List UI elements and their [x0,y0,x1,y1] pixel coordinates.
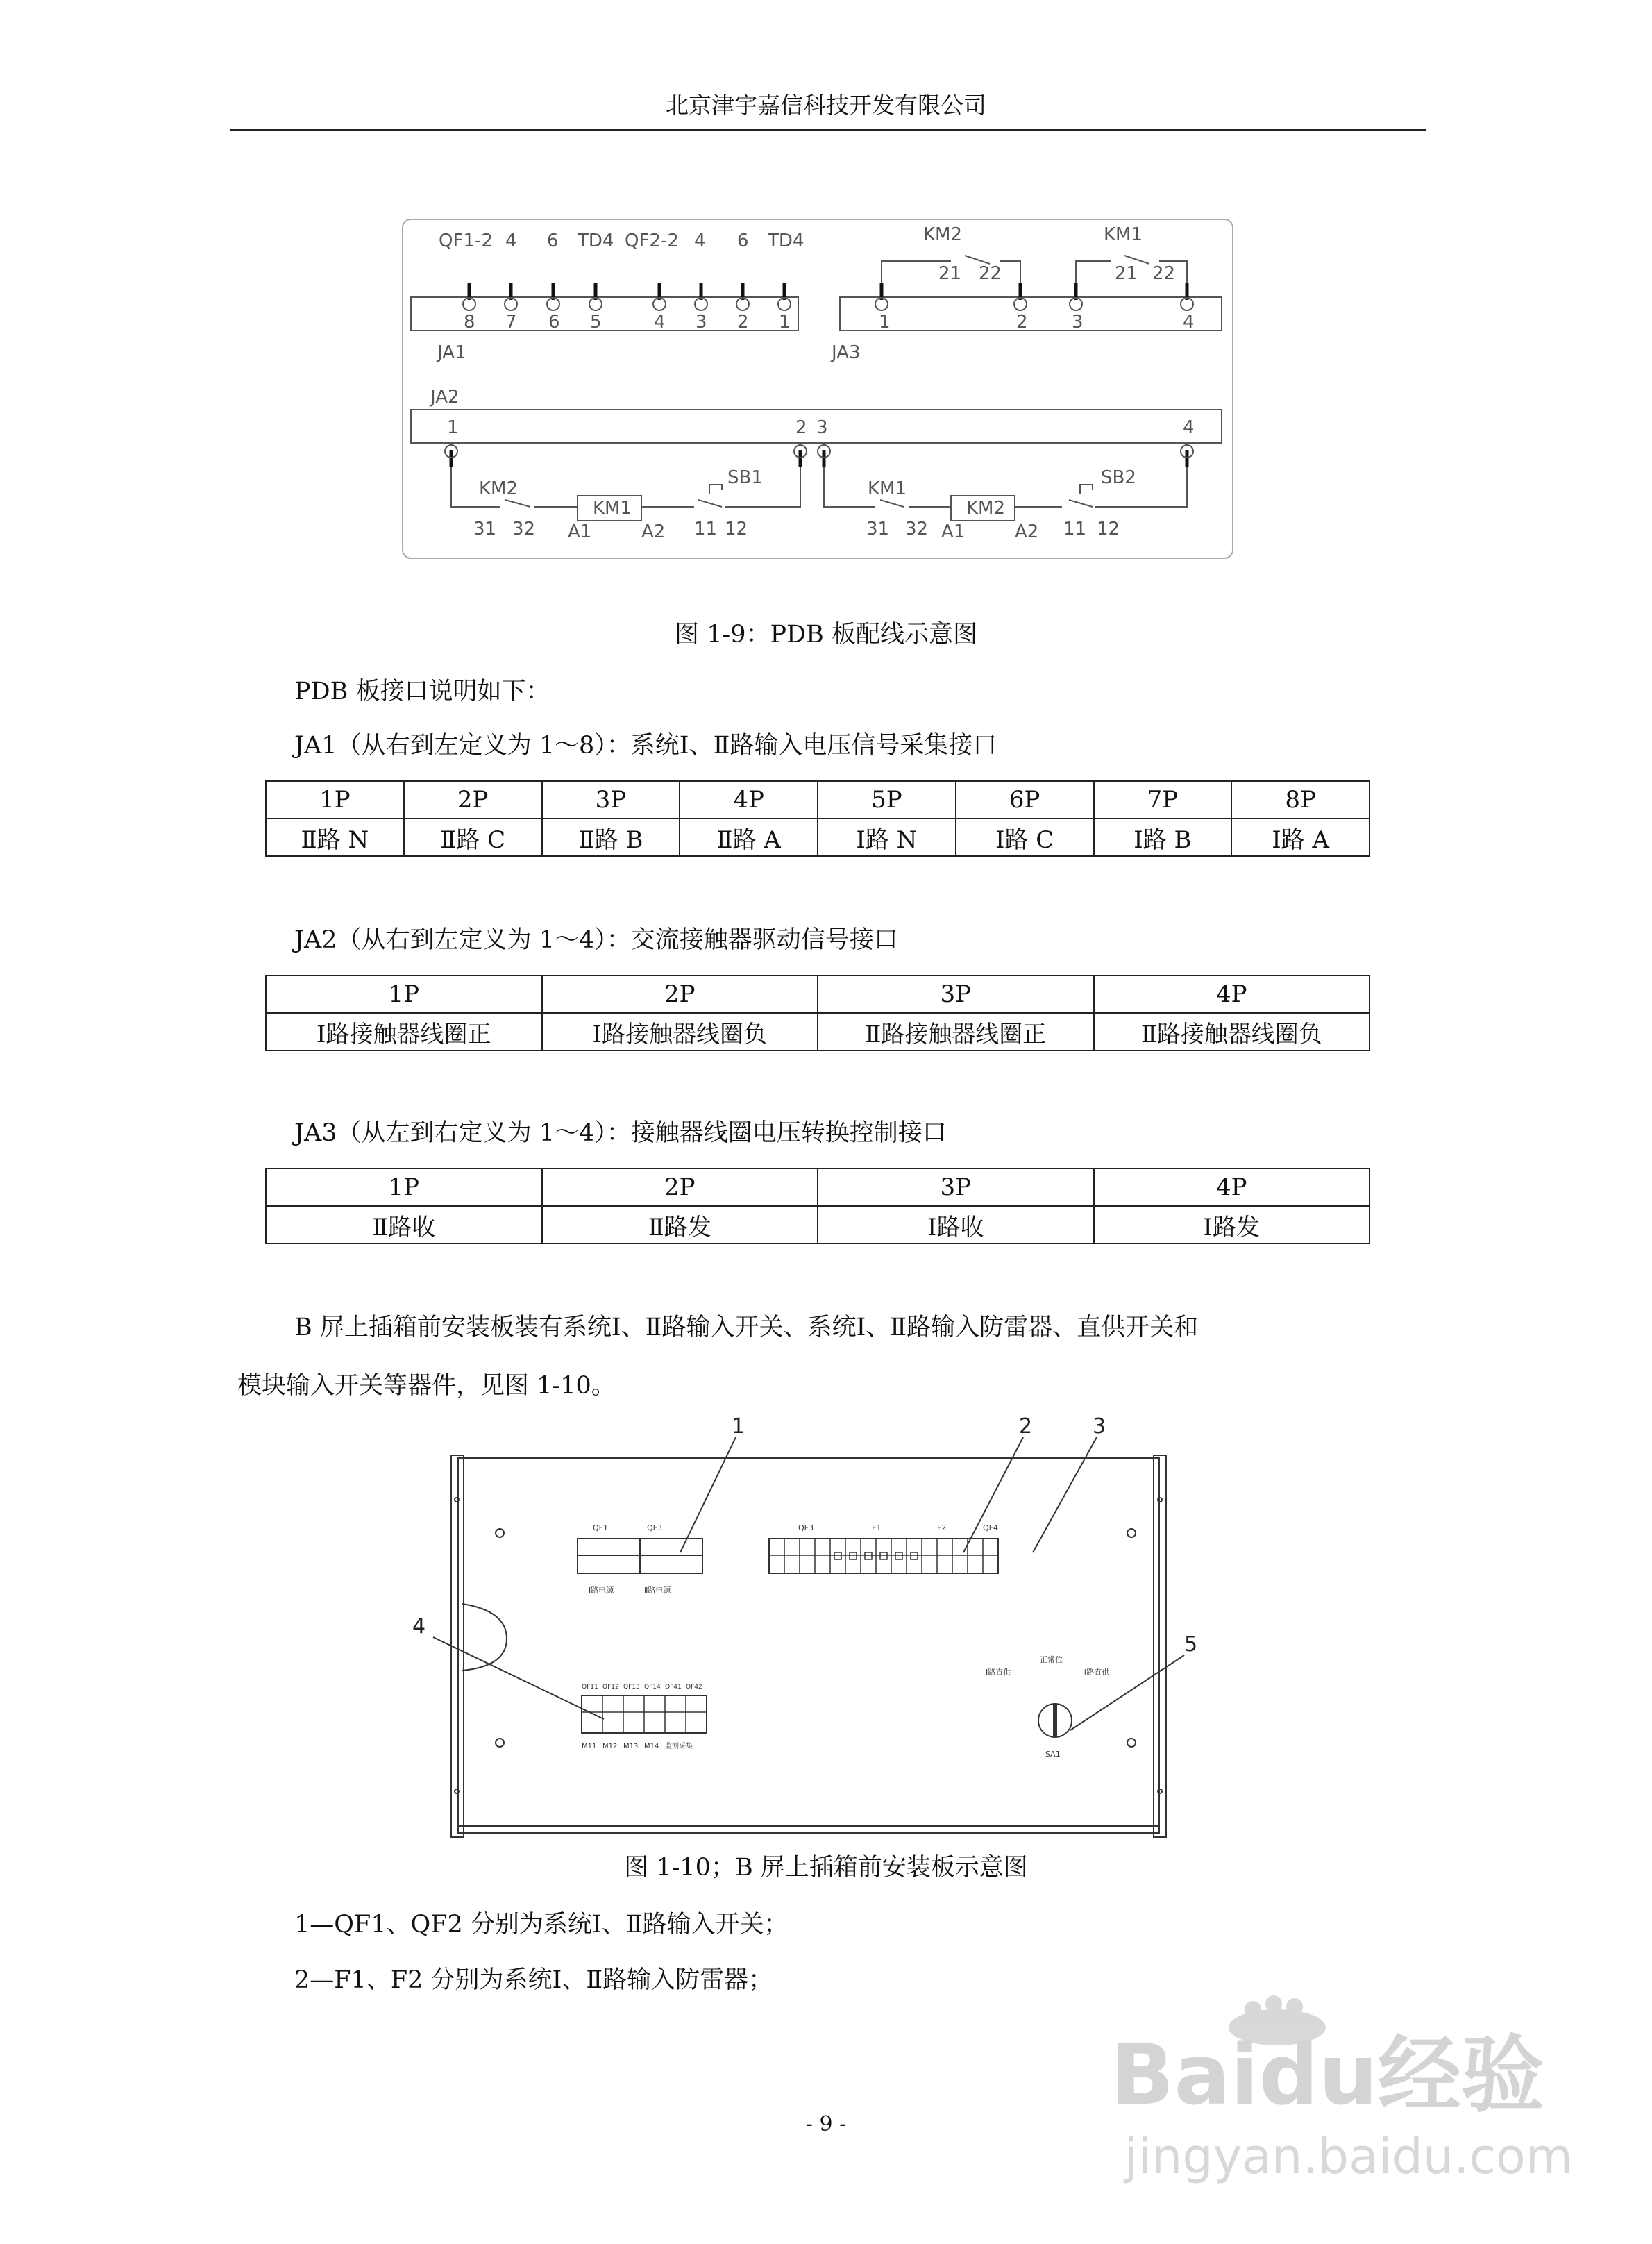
ja1-top-label-6: 4 [694,231,706,251]
header-rule [230,129,1426,131]
ja3-connector [840,297,1222,330]
callout-4: 4 [412,1614,426,1639]
ja2-pin-2: 2 [795,417,807,438]
pdb-wiring-diagram [396,215,1242,562]
qf4-label: QF4 [983,1523,998,1532]
qf14-label: QF14 [644,1684,661,1691]
table-header: 4P [1094,976,1370,1013]
figure1-caption: 图 1-9：PDB 板配线示意图 [675,621,977,648]
ja1-pin-2: 2 [737,312,749,333]
ja1-top-label-5: QF2-2 [625,231,679,251]
table-cell: Ⅰ路 N [818,819,956,856]
table-cell: Ⅱ路 C [404,819,542,856]
ja2-pin-4: 4 [1183,417,1195,438]
qf12-label: QF12 [602,1684,619,1691]
ja2-table [265,975,1370,1051]
left-label-31: 31 [473,519,497,539]
table-header: 2P [542,976,818,1013]
table-header: 1P [266,976,542,1013]
table-cell: Ⅱ路接触器线圈正 [818,1013,1094,1050]
ja1-top-label-3: 6 [547,231,559,251]
ja3-table [265,1168,1370,1244]
table-cell: Ⅱ路发 [542,1206,818,1244]
table-row [266,781,1369,819]
ja1-pin-7: 7 [505,312,517,333]
body-text-line2: 模块输入开关等器件，见图 1-10。 [237,1372,616,1400]
right-label-31: 31 [866,519,890,539]
ja2-title: JA2（从右到左定义为 1～4）：交流接触器驱动信号接口 [294,926,898,954]
ja1-pin-3: 3 [696,312,707,333]
normal-position-label: 正常位 [1040,1655,1063,1664]
left-label-11: 11 [694,519,718,539]
ja2-label: JA2 [430,387,460,408]
left-label-32: 32 [512,519,536,539]
qf13-label: QF13 [623,1684,640,1691]
f2-label: F2 [937,1523,947,1532]
sa1-label: SA1 [1045,1750,1061,1759]
ja1-top-label-8: TD4 [768,231,804,251]
page-number: - 9 - [805,2112,847,2136]
qf3-label-top: QF3 [647,1523,662,1532]
qf11-label: QF11 [582,1684,598,1691]
table-header: 2P [542,1169,818,1206]
f1-label: F1 [872,1523,882,1532]
table-row [266,819,1369,856]
ja3-km2-label: KM2 [923,224,963,245]
left-label-a2: A2 [641,521,666,542]
ja1-label: JA1 [437,342,466,363]
ja3-pin-4: 4 [1183,312,1195,333]
table-header: 4P [680,781,818,819]
table-cell: Ⅱ路 B [542,819,680,856]
ja1-pin-1: 1 [779,312,791,333]
left-km-label: KM2 [479,478,519,499]
qf42-label: QF42 [686,1684,702,1691]
ja1-pin-4: 4 [654,312,666,333]
legend-item-2: 2—F1、F2 分别为系统Ⅰ、Ⅱ路输入防雷器； [294,1966,773,1994]
front-panel-diagram [396,1416,1201,1861]
table-cell: Ⅰ路 C [956,819,1094,856]
right-coil-label: KM2 [966,498,1006,519]
source1-label: Ⅰ路电源 [589,1586,614,1595]
table-header: 5P [818,781,956,819]
ja3-pin-1: 1 [879,312,891,333]
ja2-pin-1: 1 [447,417,459,438]
left-sb-label: SB1 [727,467,763,488]
m13-label: M13 [623,1743,639,1750]
table-header: 1P [266,781,404,819]
table-header: 3P [542,781,680,819]
ja1-pin-6: 6 [548,312,560,333]
ja1-top-label-7: 6 [737,231,749,251]
m12-label: M12 [602,1743,618,1750]
figure2-caption: 图 1-10；B 屏上插箱前安装板示意图 [624,1854,1028,1882]
ja3-label: JA3 [832,342,861,363]
ja3-pin-3: 3 [1072,312,1084,333]
ja1-top-label-4: TD4 [578,231,614,251]
direct-supply-2-label: Ⅱ路直供 [1083,1668,1110,1677]
table-cell: Ⅱ路 N [266,819,404,856]
direct-supply-1-label: Ⅰ路直供 [986,1668,1011,1677]
ja3-km1-label: KM1 [1104,224,1143,245]
qf1-label: QF1 [593,1523,608,1532]
ja3-contact-22b: 22 [1152,263,1176,284]
monitor-label: 监测采集 [665,1743,693,1750]
ja1-title: JA1（从右到左定义为 1～8）：系统Ⅰ、Ⅱ路输入电压信号采集接口 [294,732,997,760]
right-km-label: KM1 [868,478,907,499]
right-label-11: 11 [1063,519,1087,539]
m11-label: M11 [582,1743,597,1750]
table-cell: Ⅰ路 A [1231,819,1369,856]
table-header: 4P [1094,1169,1370,1206]
legend-item-1: 1—QF1、QF2 分别为系统Ⅰ、Ⅱ路输入开关； [294,1911,789,1939]
body-text-line1: B 屏上插箱前安装板装有系统Ⅰ、Ⅱ路输入开关、系统Ⅰ、Ⅱ路输入防雷器、直供开关和 [294,1314,1199,1341]
right-label-32: 32 [905,519,929,539]
table-cell: Ⅰ路 B [1094,819,1232,856]
ja3-contact-21b: 21 [1115,263,1138,284]
callout-5: 5 [1184,1632,1198,1657]
ja3-pin-2: 2 [1016,312,1028,333]
table-cell: Ⅰ路接触器线圈负 [542,1013,818,1050]
left-label-a1: A1 [568,521,592,542]
ja3-contact-22a: 22 [979,263,1002,284]
table-cell: Ⅱ路 A [680,819,818,856]
table-header: 6P [956,781,1094,819]
table-row [266,1169,1369,1206]
right-label-12: 12 [1097,519,1120,539]
callout-2: 2 [1019,1416,1033,1439]
ja3-contact-21a: 21 [938,263,962,284]
ja3-title: JA3（从左到右定义为 1～4）：接触器线圈电压转换控制接口 [294,1119,947,1147]
watermark-url: jingyan.baidu.com [1124,2128,1573,2185]
source2-label: Ⅱ路电源 [644,1586,671,1595]
table-cell: Ⅰ路接触器线圈正 [266,1013,542,1050]
callout-1: 1 [732,1416,745,1439]
left-label-12: 12 [725,519,748,539]
ja1-top-label-2: 4 [505,231,517,251]
table-header: 7P [1094,781,1232,819]
intro-text: PDB 板接口说明如下： [294,678,550,705]
table-header: 1P [266,1169,542,1206]
watermark-brand: Baidu经验 [1111,2027,1544,2124]
table-cell: Ⅰ路收 [818,1206,1094,1244]
table-cell: Ⅱ路接触器线圈负 [1094,1013,1370,1050]
right-label-a2: A2 [1015,521,1039,542]
ja1-pin-5: 5 [590,312,602,333]
ja1-pin-8: 8 [464,312,475,333]
ja2-pin-3: 3 [816,417,828,438]
m14-label: M14 [644,1743,659,1750]
qf3-label: QF3 [798,1523,814,1532]
table-cell: Ⅰ路发 [1094,1206,1370,1244]
page-header: 北京津宇嘉信科技开发有限公司 [666,92,986,119]
left-coil-label: KM1 [593,498,632,519]
ja1-top-label-1: QF1-2 [439,231,493,251]
right-sb-label: SB2 [1101,467,1136,488]
table-cell: Ⅱ路收 [266,1206,542,1244]
right-label-a1: A1 [941,521,966,542]
baidu-watermark [1104,1993,1603,2201]
table-header: 8P [1231,781,1369,819]
table-header: 2P [404,781,542,819]
table-header: 3P [818,1169,1094,1206]
ja1-table [265,780,1370,857]
table-row [266,1206,1369,1244]
table-header: 3P [818,976,1094,1013]
qf41-label: QF41 [665,1684,682,1691]
table-row [266,1013,1369,1050]
callout-3: 3 [1093,1416,1106,1439]
table-row [266,976,1369,1013]
